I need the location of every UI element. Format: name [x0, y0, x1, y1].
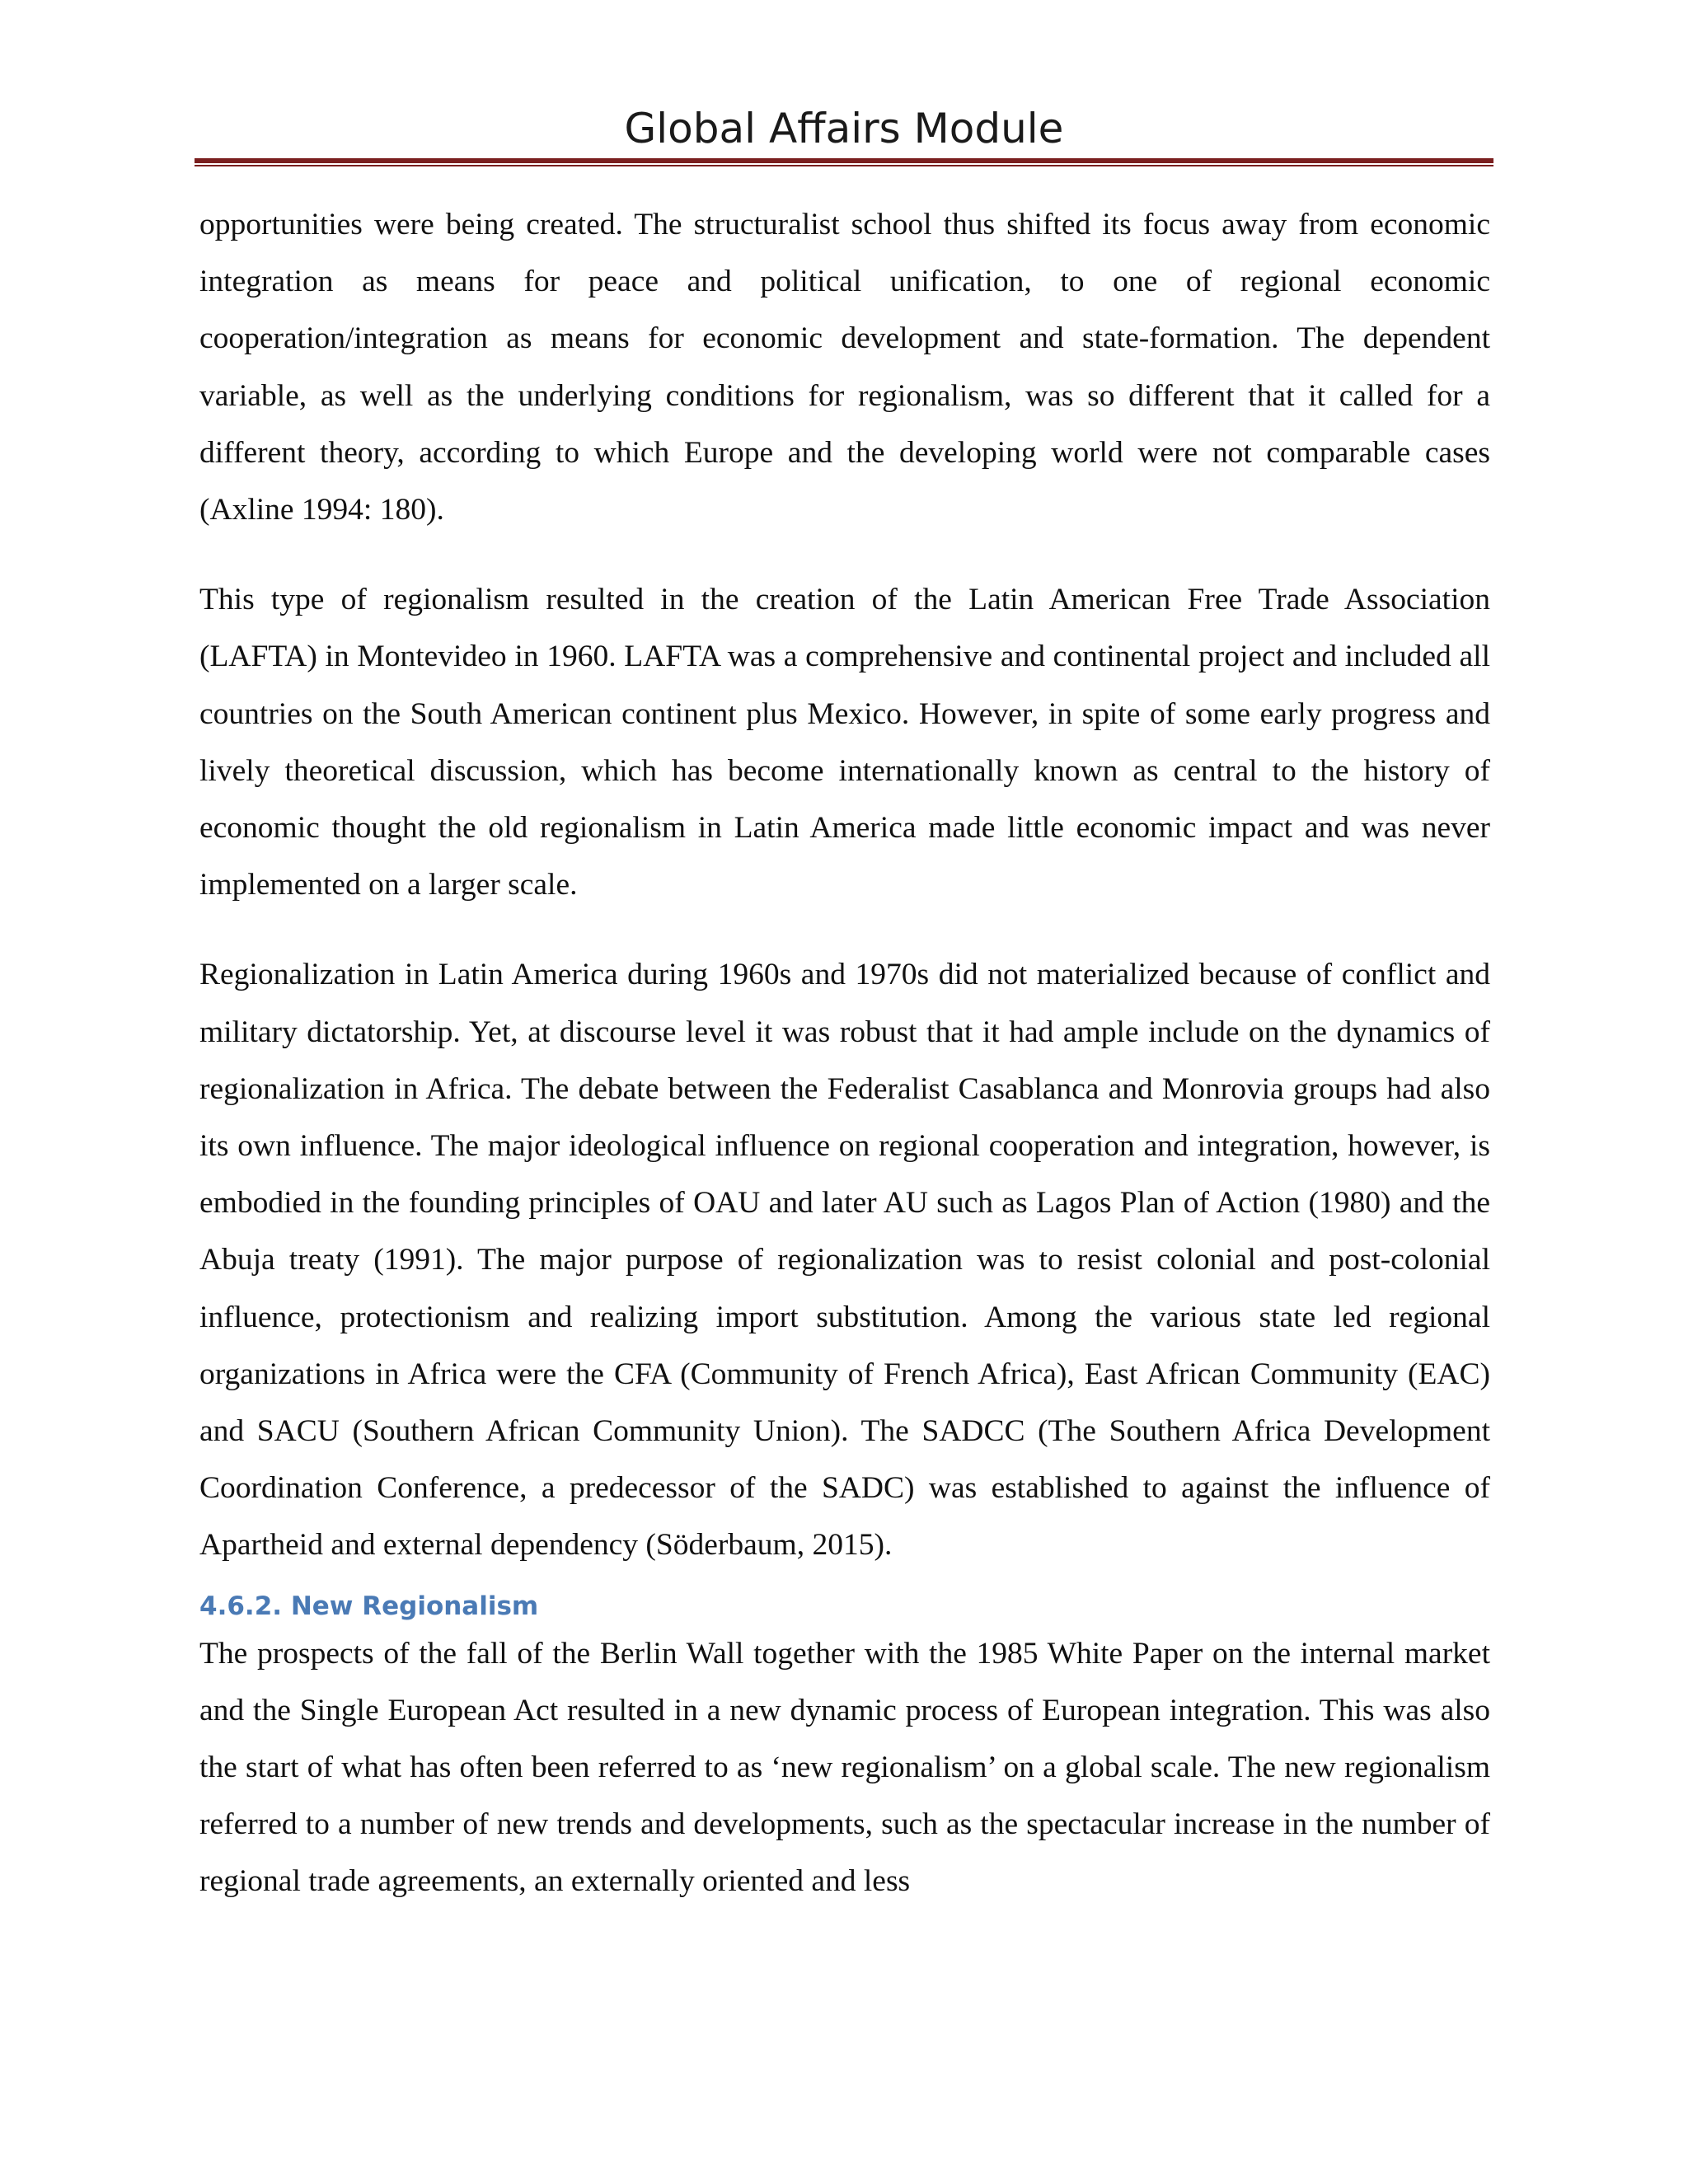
paragraph-new-regionalism: The prospects of the fall of the Berlin Wall together with the 1985 White Paper on the internal market and the Single European Act resulted in a new dynamic process of European integration. This was also the start of what has often been referred to as ‘new regionalism’ on a global scale. The new regionalism referred to a number of new trends and developments, such as the spectacular increase in the number of regional trade agreements, an externally oriented and less — [199, 1636, 1490, 1899]
header-divider-thick — [195, 158, 1493, 163]
page-header-title: Global Affairs Module — [624, 105, 1064, 152]
header-divider-thin — [195, 165, 1493, 166]
section-heading-new-regionalism: 4.6.2. New Regionalism — [199, 1591, 539, 1621]
paragraph-structuralist: opportunities were being created. The structuralist school thus shifted its focus away from economic integration as means for peace and political unification, to one of regional economic cooperation/integration as means for economic development and state-formation. The dependent variable, as well as the underlying conditions for regionalism, was so different that it called for a different theory, according to which Europe and the developing world were not comparable cases (Axline 1994: 180). — [199, 208, 1490, 527]
paragraph-regionalization-africa: Regionalization in Latin America during 1960s and 1970s did not materialized because of conflict and military dictatorship. Yet, at discourse level it was robust that it had ample include on the dynamics of regionalization in Africa. The debate between the Federalist Casablanca and Monrovia groups had also its own influence. The major ideological influence on regional cooperation and integration, however, is embodied in the founding principles of OAU and later AU such as Lagos Plan of Action (1980) and the Abuja treaty (1991). The major purpose of regionalization was to resist colonial and post-colonial influence, protectionism and realizing import substitution. Among the various state led regional organizations in Africa were the CFA (Community of French Africa), East African Community (EAC) and SACU (Southern African Community Union). The SADCC (The Southern Africa Development Coordination Conference, a predecessor of the SADC) was established to against the influence of Apartheid and external dependency (Söderbaum, 2015). — [199, 958, 1490, 1563]
paragraph-lafta: This type of regionalism resulted in the creation of the Latin American Free Trade Association (LAFTA) in Montevideo in 1960. LAFTA was a comprehensive and continental project and included all countries on the South American continent plus Mexico. However, in spite of some early progress and lively theoretical discussion, which has become internationally known as central to the history of economic thought the old regionalism in Latin America made little economic impact and was never implemented on a larger scale. — [199, 583, 1490, 902]
body-content — [199, 196, 1490, 1943]
